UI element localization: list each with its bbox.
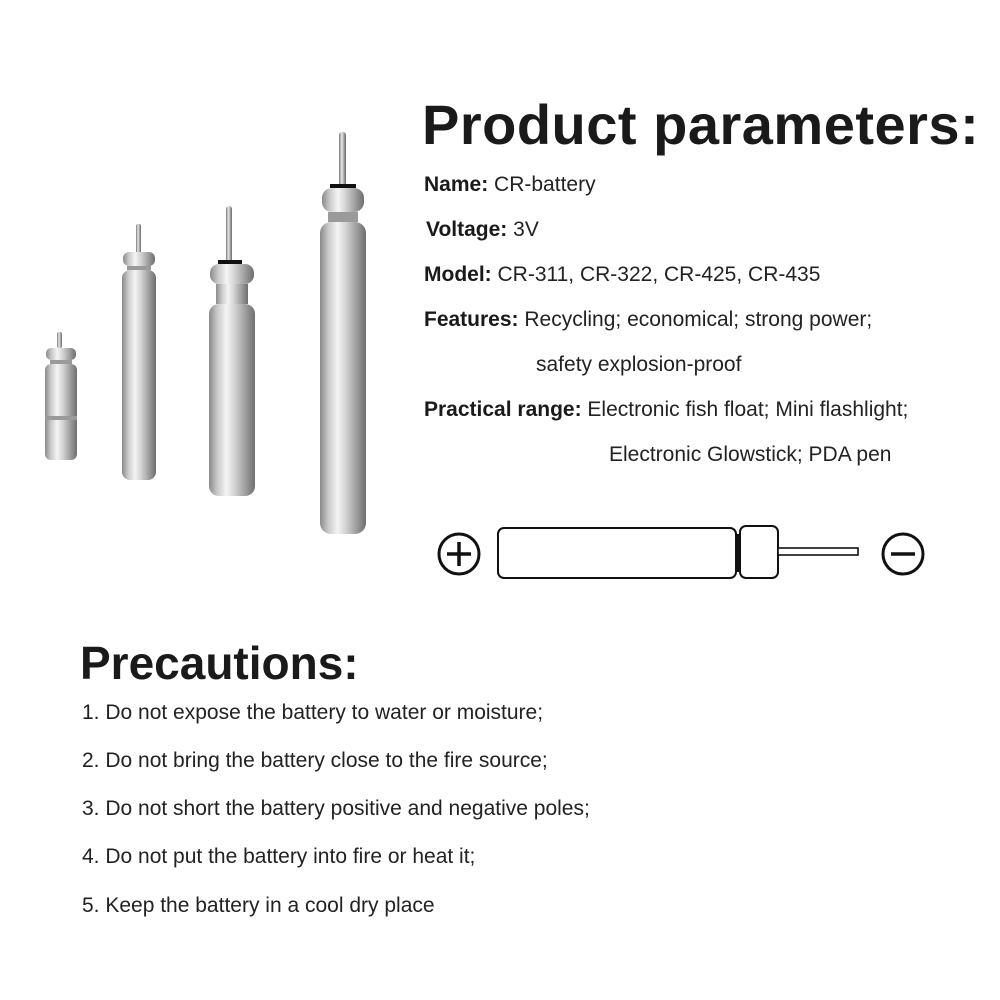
precaution-item: 4. Do not put the battery into fire or heat it; — [82, 845, 476, 868]
battery-large — [320, 132, 366, 534]
param-model-label: Model: — [424, 263, 492, 286]
param-range-value-cont: Electronic Glowstick; PDA pen — [609, 443, 892, 466]
param-range-value: Electronic fish float; Mini flashlight; — [587, 398, 909, 421]
battery-medium — [209, 206, 255, 496]
param-features-value-cont: safety explosion-proof — [536, 353, 742, 376]
battery-polarity-diagram — [432, 518, 932, 590]
param-range-label: Practical range: — [424, 398, 582, 421]
battery-medium-small — [122, 224, 156, 480]
precautions-title: Precautions: — [80, 637, 359, 689]
precaution-item: 2. Do not bring the battery close to the fire source; — [82, 749, 548, 772]
plus-circle-icon — [439, 534, 479, 574]
param-name-value: CR-battery — [494, 173, 596, 196]
param-features — [424, 308, 872, 332]
param-features-value: Recycling; economical; strong power; — [524, 308, 873, 331]
product-parameters-title: Product parameters: — [422, 93, 980, 156]
precaution-item: 3. Do not short the battery positive and negative poles; — [82, 797, 590, 820]
param-voltage-label: Voltage: — [426, 218, 508, 241]
precaution-item: 5. Keep the battery in a cool dry place — [82, 894, 435, 917]
param-model — [424, 263, 820, 287]
precaution-item: 1. Do not expose the battery to water or moisture; — [82, 701, 544, 724]
param-voltage — [426, 218, 539, 242]
battery-product-photo — [30, 120, 390, 550]
param-name-label: Name: — [424, 173, 489, 196]
param-voltage-value: 3V — [513, 218, 539, 241]
param-model-value: CR-311, CR-322, CR-425, CR-435 — [497, 263, 821, 286]
battery-outline-icon — [498, 526, 858, 578]
param-range — [424, 398, 908, 422]
battery-small — [45, 332, 77, 460]
param-features-label: Features: — [424, 308, 519, 331]
minus-circle-icon — [883, 534, 923, 574]
param-name — [424, 173, 596, 197]
